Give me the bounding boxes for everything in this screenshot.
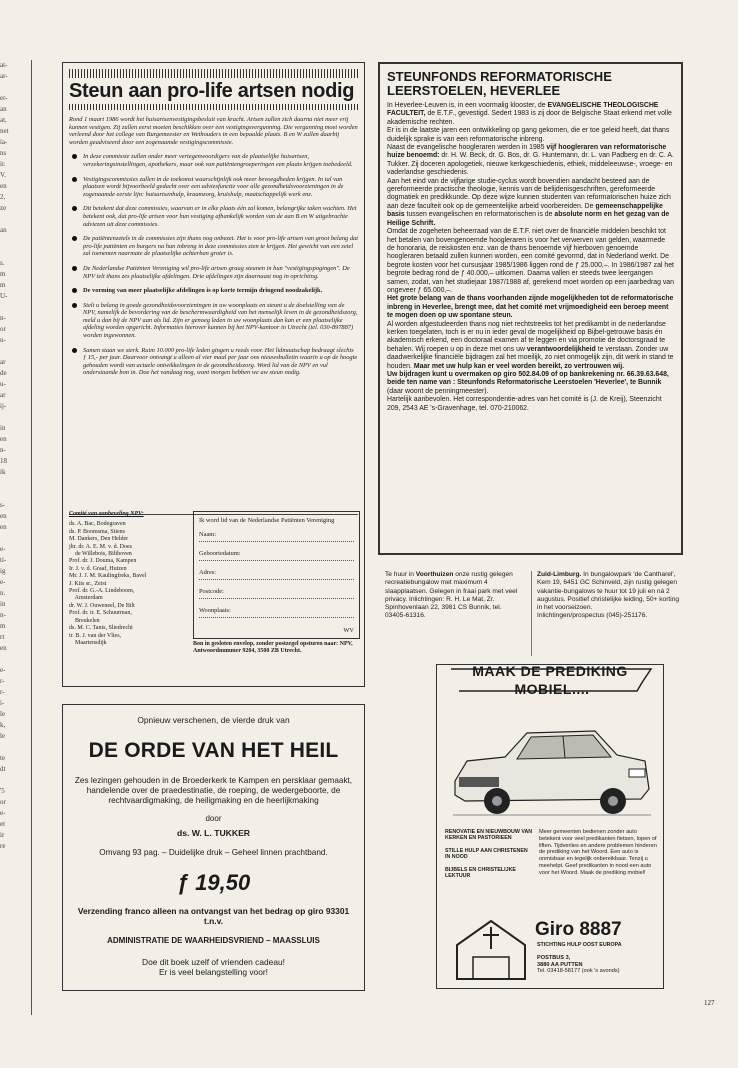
fragment-line [0,654,28,665]
fragment-line: et [0,820,6,828]
fragment-line: n. [0,589,6,597]
fragment-line: s- [0,501,6,509]
text-bold: absolute norm en het gezag van de Heilige Schrift. [387,211,670,227]
text: In bungalowpark 'de Cantharel', Kem 19, 6451 GC Schinveld, zijn rustig gelegen vakantie-bungalows te huur tot 19 juli en ná 2 augustus. Positief christelijke leiding, 50+ korting in het voorseizoen. [537,571,680,612]
steun-paragraph-9: Hartelijk aanbevolen. Het correspondentie-adres van het comité is (J. de Kreij), Steenzicht 209, 2543 AE 's-Gravenhage, tel. 070-210062. [387,396,662,412]
previous-page-column-fragment [0,60,28,1020]
steun-paragraph-3 [387,144,674,178]
fragment-line: or [0,325,6,333]
bullet-text: De patiëntenzetels in de commissies zijn thans nog onbezet. Het is voor pro-life artsen van groot belang dat pro-life patiënten en burgers na hun inbreng in deze commissies zien te krijgen. Het gewicht van een zetel zal toenemen naarmate de plaatselijke achterban groter is. [83,235,358,258]
committee-member: de Willebois, Bilthoven [69,551,132,558]
fragment-line: in [0,600,6,608]
fragment-line: en [0,512,7,520]
steun-paragraph-6 [387,295,674,320]
text: te verstaan. Zonder uw daadwerkelijke financiële bijdragen zal het moeilijk, zo niet onmogelijk zijn, dit werk in stand te houden. [387,345,674,370]
send-note: Bon in gesloten envelop, zonder postzegel opsturen naar: NPV, Antwoordnummer 9204, 3500 ZB Utrecht. [193,641,353,655]
fragment-line: le [0,710,6,718]
fragment-line: ar [0,358,6,366]
fragment-line: en [0,182,7,190]
prediking-title-1: MAAK DE PREDIKING [472,663,628,679]
form-field-line[interactable]: Postcode: [199,588,354,599]
fragment-line: ar [0,391,6,399]
book-title: DE ORDE VAN HET HEIL [88,739,339,762]
bullet-text: Vestigingscommissies zullen in de toekomst waarschijnlijk ook meer bevoegdheden krijgen. In tal van plaatsen wordt bijvoorbeeld gedacht over een adviesfunctie voor alle gezondheidsvoorzieningen in de zogenaamde eerste lijn: huisartsenhulp, kraamzorg, kruishulp, maatschappelijk werk enz. [83,175,344,198]
prolife-bullet-item [69,287,358,295]
text-bold: vijf hoogleraren van reformatorische huize benoemd: [387,144,667,160]
committee-member: Ir. J. v. d. Graaf, Huizen [69,565,127,572]
classified-zuid-limburg [537,571,682,621]
fragment-line: m [0,281,6,289]
fragment-line: re [0,842,6,850]
fragment-line: ir [0,831,5,839]
book-description: Zes lezingen gehouden in de Broederkerk te Kampen en persklaar gemaakt, handelende over de praedestinatie, de roeping, de wedergeboorte, de rechtvaardigmaking, de heiligmaking en de heerlijkmaking [74,776,353,805]
steun-paragraph-8 [387,371,674,396]
fragment-line: ia- [0,138,8,146]
text: onze rustig gelegen recreatiebungalow met maximum 4 slaapplaatsen. Gelegen in fraai park met veel privacy. Inlichtingen: R. H. Le Mat, Zr. Spinhovenlaan 22, 3981 CS Bunnik, tel. 03405-61316. [385,571,518,620]
bullet-icon [72,303,77,308]
fragment-line: ir. [0,160,6,168]
fragment-line: u- [0,380,6,388]
book-intro: Opnieuw verschenen, de vierde druk van [137,715,290,725]
cause-item: BIJBELS EN CHRISTELIJKE LEKTUUR [445,866,516,880]
prolife-bullet-item [69,153,358,168]
steun-paragraph-2: Er is in de laatste jaren een ontwikkeling op gang gekomen, die er toe geleid heeft, dat thans duidelijk sprake is van een reformatorische inbreng. [387,127,670,143]
hatch-band-top [69,69,358,78]
fragment-line: e- [0,809,6,817]
bullet-text: Dit betekent dat deze commissies, waarvan er in elke plaats één zal komen, belangrijke taken wachten. Het betekent ook, dat pro-life artsen voor hun vestiging afhankelijk worden van de aan B en W uitgebrachte adviezen uit deze commissies. [83,205,357,228]
fragment-line [0,82,28,93]
committee-member: Amsterdam [69,595,103,602]
text-bold: verantwoordelijkheid [526,345,596,353]
bullet-icon [72,154,77,159]
committee-member: ds. A. Bac, Bodegraven [69,521,126,528]
committee-member: Prof. dr. J. Douma, Kampen [69,558,137,565]
fragment-line: U- [0,292,8,300]
committee-member: J. Kits sr., Zeist [69,580,107,587]
steun-paragraph-4 [387,178,674,228]
fragment-line: u- [0,336,6,344]
giro-foundation: STICHTING HULP OOST EUROPA [537,942,622,948]
fragment-line: an [0,226,7,234]
steunfonds-title-line2: LEERSTOELEN, HEVERLEE [387,83,561,98]
text: Al worden afgestudeerden thans nog niet rechtstreeks tot het predikambt in de nederlandse kerken toegelaten, toch is er nu in ieder geval de mogelijkheid op Bijbel-getrouwe basis én akademisch erkend, een doctoraal examen af te leggen en via promotie de doctorsgraad te behalen. [387,320,666,353]
prediking-advertisement [436,664,664,989]
page-number: 127 [704,999,715,1007]
text: Wij roepen u op in deze met ons uw [415,345,527,353]
address-line-2: 3880 AA PUTTEN [537,961,583,968]
prolife-bullet-item [69,265,358,280]
book-specs: Omvang 93 pag. – Duidelijke druk – Geheel linnen prachtband. [99,848,328,857]
fragment-line [0,412,28,423]
fragment-line: de [0,369,7,377]
prolife-title: Steun aan pro-life artsen nodig [69,80,355,102]
text: Aan het eind van de vijfjarige studie-cyclus wordt bovendien aandacht besteed aan de gereformeerde practische theologie, kennis van de belijdenisgeschriften, gereformeerde dogmatiek en predikkunde. Op deze wijze kunnen studenten van reformatorischen huize zich aan deze faculteit ook op de gemeentelijke arbeid voorbereiden. De [387,177,671,210]
prediking-title-2: MOBIEL.... [514,681,590,697]
steun-paragraph-7 [387,321,674,371]
text: Inlichtingen/prospectus (045)-251176. [537,612,648,620]
form-field-line[interactable]: Geboortedatum: [199,550,354,561]
book-admin: ADMINISTRATIE DE WAARHEIDSVRIEND – MAASSLUIS [107,936,320,945]
prolife-bullet-item [69,205,358,228]
fragment-line [0,302,28,313]
cause-item: STILLE HULP AAN CHRISTENEN IN NOOD [445,847,528,861]
page-gutter [31,60,38,1015]
form-field-line[interactable]: Adres: [199,569,354,580]
form-header: Ik word lid van de Nederlandse Patiënten Vereniging [199,517,335,524]
prolife-bullet-item [69,302,358,340]
fragment-line: at, [0,116,7,124]
fragment-line: ar- [0,72,8,80]
fragment-line: rt [0,633,5,641]
fragment-line: n- [0,446,6,454]
fragment-line: k, [0,721,6,729]
prolife-bottom [69,511,358,681]
fragment-line: or [0,798,6,806]
text: Te huur in [385,571,416,578]
prolife-bullet-item [69,347,358,377]
fragment-line: V. [0,171,6,179]
text: Naast de evangelische hoogleraren werden in 1985 [387,144,547,152]
prolife-advertisement [62,62,365,687]
fragment-line: an [0,105,7,113]
prediking-causes [445,829,533,885]
committee-member: Mr. J. J. M. Kaulingfreks, Bavel [69,573,147,580]
fragment-line: 2, [0,193,6,201]
text-bold: Zuid-Limburg. [537,571,582,578]
fragment-line: '5 [0,787,5,795]
fragment-line: ik [0,468,6,476]
text: de E.T.F., gevestigd. Sedert 1983 is zij door de Belgische Staat erkend met volle akademische rechten. [387,110,672,126]
fragment-line: ig [0,567,6,575]
fragment-line [0,533,28,544]
fragment-line: en [0,435,7,443]
bullet-icon [72,288,77,293]
fragment-line: e- [0,666,6,674]
committee-member: Prof. dr. ir. E. Schuurman, [69,610,132,617]
form-field-line[interactable]: Naam: [199,531,354,542]
form-fields [199,531,354,618]
fragment-line: net [0,127,9,135]
book-door: door [205,814,222,823]
fragment-line [0,346,28,357]
text-bold: Maar met uw hulp kan er veel worden bereikt, zo vertrouwen wij. [413,362,625,370]
fragment-line: m [0,270,6,278]
fragment-line: at- [0,61,8,69]
steunfonds-article [378,62,683,555]
fragment-line [0,247,28,258]
text-bold: gemeenschappelijke basis [387,202,663,219]
fragment-line: r- [0,677,5,685]
fragment-line: ns [0,149,7,157]
committee-member: ir. B. J. van der Vlies, [69,632,122,639]
fragment-line [0,775,28,786]
book-closing [69,957,358,977]
bullet-icon [72,348,77,353]
bullet-text: In deze commissie zullen onder meer vertegenwoordigers van de plaatselijke huisartsen, verzekeringsinstellingen, apothekers, maar ook van patiëntengroeperingen een plaats krijgen toebedeeld. [83,153,353,168]
car-illustration [445,709,657,821]
fragment-line: i- [0,699,5,707]
book-advertisement [62,704,365,991]
committee-member: ds. M. C. Tanis, Sliedrecht [69,625,133,632]
book-author: ds. W. L. TUKKER [176,828,251,838]
prediking-text: Meer gemeenten bedienen zonder auto betekent voor veel predikanten fietsen, lopen of liften. Tijdverlies en andere problemen hinderen de prediking van het Woord. Een auto is onmisbaar en tegelijk onbereikbaar. Tenzij u meehelpt. Geef predikanten in nood een auto voor het Woord. Maak de prediking mobiel! [539,829,657,876]
cause-item: RENOVATIE EN NIEUWBOUW VAN KERKEN EN PASTORIEEN [445,829,533,842]
column-divider [531,571,532,656]
fragment-line [0,489,28,500]
bullet-text: De Nederlandse Patiënten Vereniging wil pro-life artsen graag steunen in hun "vestigingspogingen". De NPV telt thans zes plaatselijke afdelingen. Drie afdelingen zijn daarnaast nog in oprichting. [83,264,350,280]
text-bold: EVANGELISCHE THEOLOGISCHE FACULTEIT, [387,102,659,118]
bullet-text: Samen staan we sterk. Ruim 10.000 pro-life leden gingen u reeds voor. Het lidmaatschap bedraagt slechts ƒ 15,- per jaar. Daarvoor ontvangt u alleen al vier maal per jaar ons nieuwsbulletin waarin u op de hoogte gehouden wordt van actuele ontwikkelingen in de gezondheidszorg. Word lid van de NPV en vul onderstaande bon in. Doe het vandaag nog, want morgen hebben we uw steun nodig. [83,346,358,377]
fragment-line: 18 [0,457,7,465]
fragment-line: r- [0,688,5,696]
fragment-line [0,236,28,247]
steun-paragraph-5: Omdat de zogeheten beheerraad van de E.T.F. niet over de financiële middelen beschikt tot het betalen van bovengenoemde hoogleraren is voor het verwerven van gelden, waarmede de honoraria, de reiskosten enz. van de thans benoemde vijf hierboven genoemde hoogleraren betaald zullen kunnen worden, een comité gevormd, dat in Nederland werkt. De begrote kosten voor het cursusjaar 1985/1986 liggen rond de ƒ 25.000,–. In 1986/1987 zal het begrote bedrag rond de ƒ 40.000,– uitkomen. Daarna vallen er steeds twee leergangen samen, zodat, van het studiejaar 1987/1988 af, gerekend moet worden op een jaarbedrag van ongeveer ƒ 65.000,–. [387,228,674,294]
address-phone: Tel. 03418-58177 (ook 's avonds) [537,968,620,975]
steun-paragraph-1 [387,102,674,127]
steunfonds-title-line1: STEUNFONDS REFORMATORISCHE [387,69,612,84]
text-bold: Voorthuizen [415,571,454,578]
fragment-line: s. [0,259,5,267]
fragment-line: en [0,644,7,652]
bullet-icon [72,266,77,271]
bullet-icon [72,177,77,182]
church-logo-icon [451,915,531,983]
committee-names [69,521,187,647]
book-price: ƒ 19,50 [176,870,251,895]
committee-member: Breukelen [69,617,100,624]
book-closing-2: Er is veel belangstelling voor! [159,967,268,977]
steunfonds-title [387,70,674,98]
fragment-line: en [0,523,7,531]
book-closing-1: Doe dit boek uzelf of vrienden cadeau! [142,957,285,967]
text-bold: Uw bijdragen kunt u overmaken op giro 502.84.09 of op bankrekening nr. 66.39.63.648, beide ten name van : Steunfonds Reformatorische Leerstoelen 'Heverlee', te Bunnik [387,371,669,387]
fragment-line: n- [0,611,6,619]
giro-address [537,955,620,975]
hatch-band-bottom [69,104,358,110]
fragment-line [0,214,28,225]
fragment-line: in [0,424,6,432]
text-bold: Het grote belang van de thans voorhanden zijnde mogelijkheden tot de reformatorische inbreng in Heverlee, brengt mee, dat het comité met vrijmoedigheid een beroep meent te mogen doen op uw spontane steun. [387,295,674,320]
bullet-icon [72,236,77,241]
membership-form [193,511,360,639]
form-field-line[interactable]: Woonplaats: [199,607,354,618]
committee-title: Comité van aanbeveling NPV: [69,511,144,517]
fragment-line: dt [0,765,6,773]
classified-voorthuizen [385,571,523,621]
committee-list [69,511,187,647]
address-line-1: POSTBUS 3, [537,955,571,961]
fragment-line [0,742,28,753]
fragment-line: ij- [0,402,7,410]
prolife-bullet-item [69,176,358,199]
text: dr. H. W. Beck, dr. G. Bos, dr. G. Huntemann, dr. L. van Padberg en dr. C. A. Tukker. Zij doceren apologetiek, nieuwe kerkgeschiedenis, ethiek, middeleeuwse-, vroege- en vaderlandse geschiedenis. [387,152,674,177]
giro-number: Giro 8887 [535,919,622,940]
text: In Heverlee-Leuven is, in een voormalig klooster, de [387,102,548,109]
prolife-bullet-item [69,235,358,258]
prolife-intro: Rond 1 maart 1986 wordt het huisartsenvestigingsbesluit van kracht. Artsen zullen zich daarna niet meer vrij kunnen vestigen. Zij zullen eerst moeten beschikken over een vestigingsvergunning. Die vergunning moet worden verleend door het college van Burgemeester en Wethouders in een bepaalde plaats. B en W zullen daarbij worden geadviseerd door een zogenaamde vestigingscommissie. [69,116,358,146]
committee-member: dr. W. J. Ouweneel, De Bilt [69,602,135,609]
fragment-line [0,478,28,489]
committee-member: Prof. dr. G.-A. Lindeboom, [69,588,135,595]
fragment-line: n- [0,314,6,322]
fragment-line: ti- [0,556,7,564]
book-shipping: Verzending franco alleen na ontvangst van het bedrag op giro 93301 t.n.v. [77,906,350,926]
fragment-line: m [0,622,6,630]
form-code: WV [343,627,354,634]
committee-member: ds. P. Boomsma, Stiens [69,528,126,535]
committee-member: Maartensdijk [69,639,107,646]
fragment-line: le [0,732,6,740]
text: (daar woont de penningmeester). [387,387,489,395]
fragment-line: ze [0,204,7,212]
fragment-line: e- [0,545,6,553]
fragment-line: er- [0,94,8,102]
committee-member: jhr. dr. A. E. M. v. d. Does [69,543,132,550]
fragment-line: te [0,754,6,762]
bullet-text: Stelt u belang in goede gezondheidsvoorzieningen in uw woonplaats en steunt u de doelstelling van de NPV, namelijk de bevordering van de beschermwaardigheid van het menselijk leven in de gezondheidszorg, meld u dan bij de NPV aan als lid. Zijn er genoeg leden in uw woonplaats dan kan er een plaatselijke afdeling worden opgericht. Informaties hierover kunnen bij het NPV-kantoor in Utrecht (tel. 030-897887) worden ingewonnen. [83,301,358,340]
bullet-text: De vorming van meer plaatselijke afdelingen is op korte termijn dringend noodzakelijk. [83,287,323,295]
fragment-line: e- [0,578,6,586]
prolife-items [69,153,358,377]
bullet-icon [72,206,77,211]
text: tussen evangelischen en reformatorischen is de [404,211,555,219]
committee-member: M. Dankers, Den Helder [69,536,129,543]
